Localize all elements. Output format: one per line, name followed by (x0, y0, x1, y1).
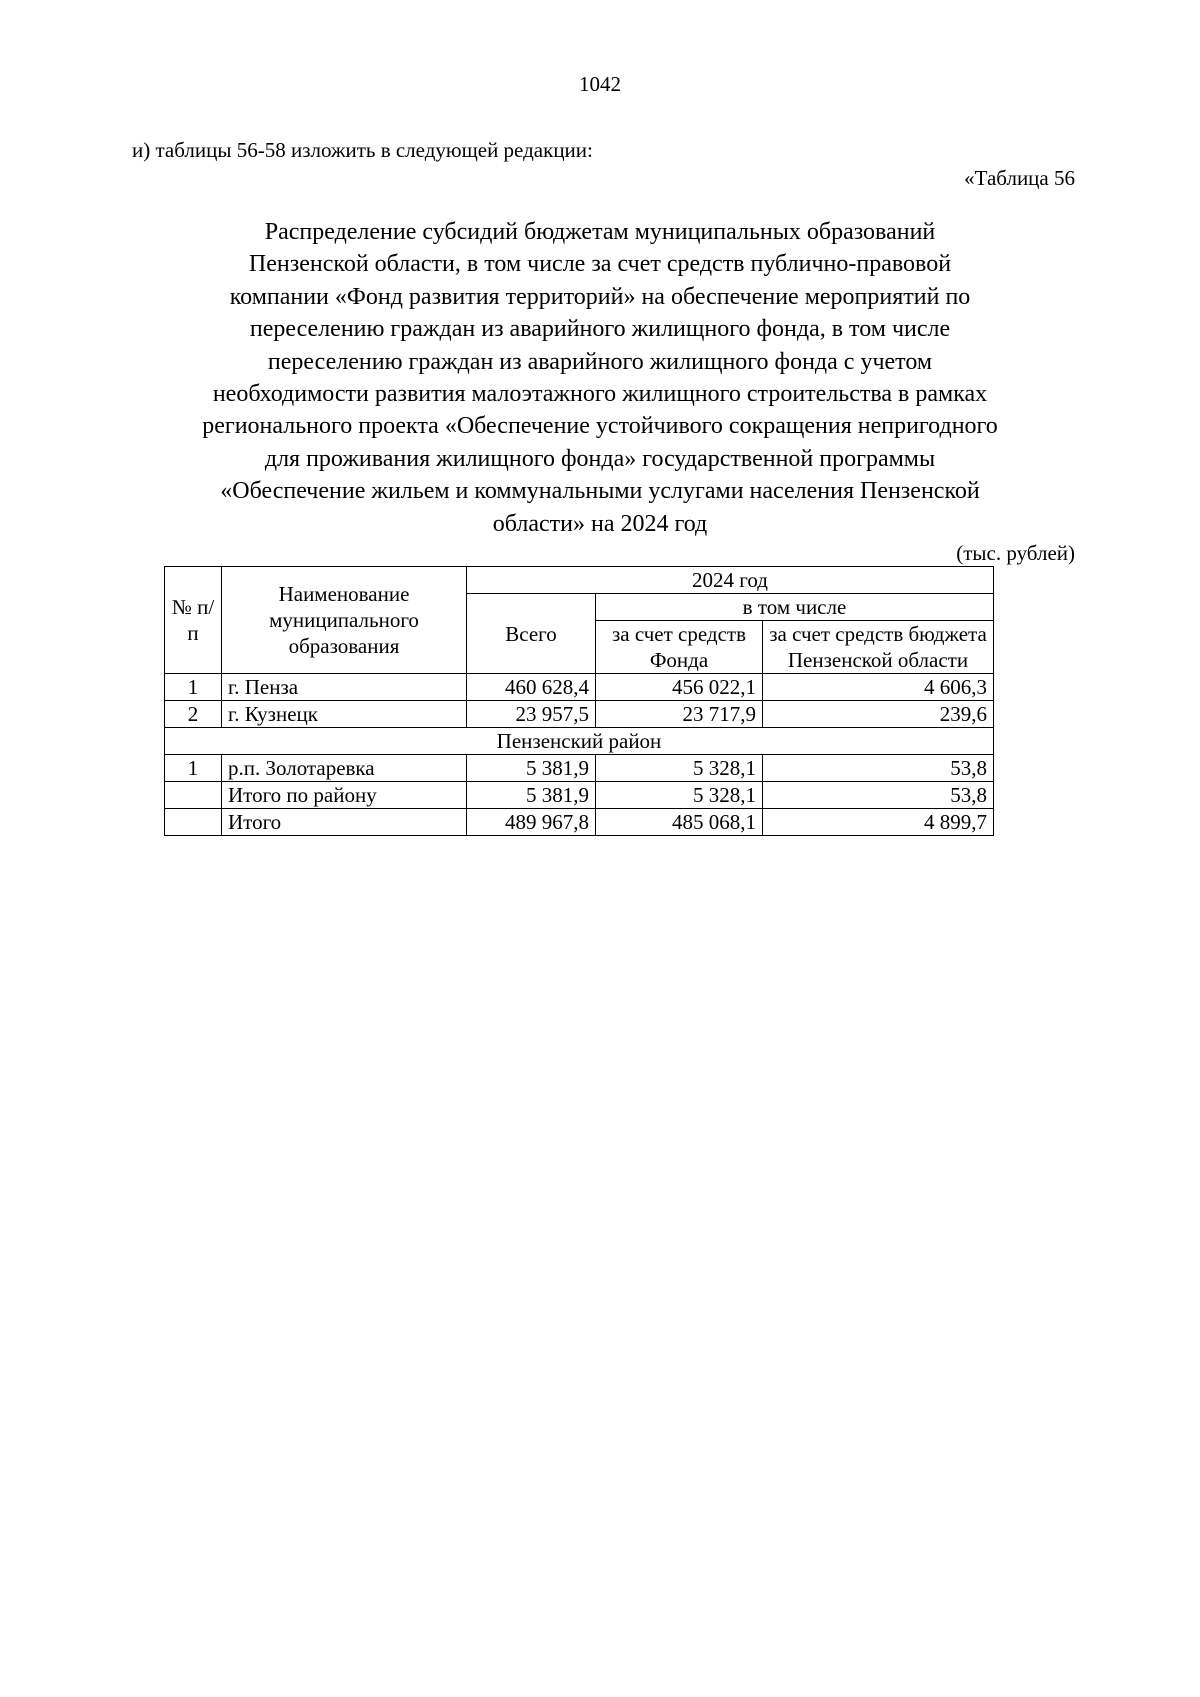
row-total: 460 628,4 (467, 674, 596, 701)
row-total: 23 957,5 (467, 701, 596, 728)
header-name: Наименование муниципального образования (222, 567, 467, 674)
row-fund: 5 328,1 (596, 755, 763, 782)
row-total: 5 381,9 (467, 755, 596, 782)
row-fund: 456 022,1 (596, 674, 763, 701)
intro-text: и) таблицы 56-58 изложить в следующей редакции: (132, 138, 593, 162)
title-line: «Обеспечение жильем и коммунальными услугами населения Пензенской (220, 478, 980, 505)
grand-total-row (165, 809, 994, 836)
row-regional: 4 899,7 (763, 809, 994, 836)
row-total: 5 381,9 (467, 782, 596, 809)
header-total: Всего (467, 594, 596, 674)
row-name: г. Кузнецк (222, 701, 467, 728)
row-regional: 53,8 (763, 755, 994, 782)
table-row (165, 755, 994, 782)
row-name: Итого по району (222, 782, 467, 809)
title-line: области» на 2024 год (492, 510, 708, 537)
row-total: 489 967,8 (467, 809, 596, 836)
row-num (165, 809, 222, 836)
row-num: 1 (165, 674, 222, 701)
title-line: необходимости развития малоэтажного жилищного строительства в рамках (212, 381, 988, 408)
unit-label: (тыс. рублей) (956, 541, 1075, 565)
title-line: Распределение субсидий бюджетам муниципальных образований (264, 219, 936, 245)
row-regional: 239,6 (763, 701, 994, 728)
district-header-row (165, 728, 994, 755)
row-fund: 5 328,1 (596, 782, 763, 809)
title-line: компании «Фонд развития территорий» на обеспечение мероприятий по (229, 283, 971, 310)
row-name: р.п. Золотаревка (222, 755, 467, 782)
table-title (110, 216, 1090, 540)
table-reference: «Таблица 56 (964, 166, 1075, 190)
district-title: Пензенский район (165, 728, 994, 755)
table-row (165, 674, 994, 701)
header-fund: за счет средств Фонда (596, 621, 763, 674)
row-num (165, 782, 222, 809)
row-regional: 53,8 (763, 782, 994, 809)
title-line: Пензенской области, в том числе за счет средств публично-правовой (248, 251, 952, 278)
table-row (165, 701, 994, 728)
row-regional: 4 606,3 (763, 674, 994, 701)
row-fund: 23 717,9 (596, 701, 763, 728)
row-num: 1 (165, 755, 222, 782)
district-total-row (165, 782, 994, 809)
title-line: для проживания жилищного фонда» государственной программы (264, 445, 936, 472)
subsidy-table (164, 566, 994, 836)
row-name: Итого (222, 809, 467, 836)
title-line: переселению граждан из аварийного жилищного фонда, в том числе (249, 316, 951, 343)
title-line: переселению граждан из аварийного жилищного фонда с учетом (267, 348, 933, 375)
title-line: регионального проекта «Обеспечение устойчивого сокращения непригодного (202, 413, 998, 440)
header-year: 2024 год (467, 567, 994, 594)
page-number: 1042 (579, 72, 621, 96)
header-including: в том числе (596, 594, 994, 621)
header-regional: за счет средств бюджета Пензенской области (763, 621, 994, 674)
header-num: № п/п (165, 567, 222, 674)
row-fund: 485 068,1 (596, 809, 763, 836)
row-num: 2 (165, 701, 222, 728)
row-name: г. Пенза (222, 674, 467, 701)
